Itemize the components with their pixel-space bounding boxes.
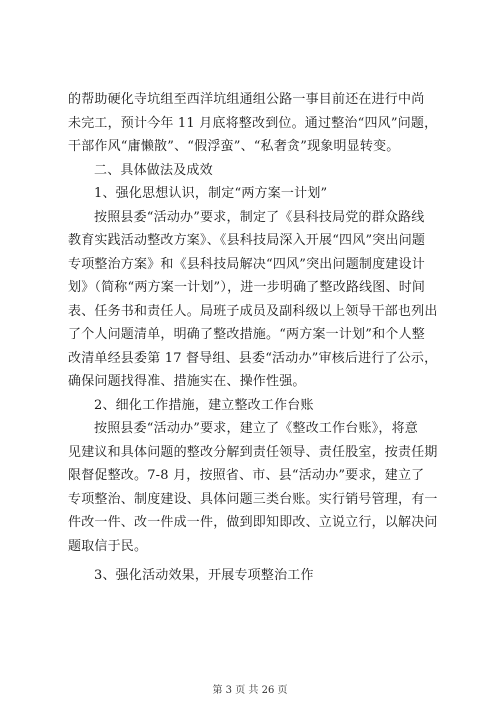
text-line: 改清单经县委第 17 督导组、县委“活动办”审核后进行了公示，	[68, 350, 438, 366]
section-heading: 二、具体做法及成效	[94, 162, 213, 178]
text-line: 按照县委“活动办”要求，制定了《县科技局党的群众路线	[94, 209, 425, 225]
text-line: 件改一件、改一件成一件，做到即知即改、立说立行，以解决问	[68, 515, 438, 530]
text-line: 未完工，预计今年 11 月底将整改到位。通过整治“四风”问题，	[68, 115, 438, 131]
text-line: 了个人问题清单，明确了整改措施。“两方案一计划”和个人整	[68, 327, 425, 342]
text-line: 专项整治方案》和《县科技局解决“四风”突出问题制度建设计	[68, 256, 425, 272]
body-text	[68, 88, 438, 588]
text-line: 教育实践活动整改方案》、《县科技局深入开展“四风”突出问题	[68, 233, 426, 248]
subsection-heading: 3、强化活动效果，开展专项整治工作	[94, 568, 314, 583]
text-line: 确保问题找得准、措施实在、操作性强。	[68, 374, 306, 389]
text-line: 限督促整改。7-8 月，按照省、市、县“活动办”要求，建立了	[68, 468, 425, 483]
subsection-heading: 1、强化思想认识，制定“两方案一计划”	[94, 186, 328, 201]
text-line: 干部作风“庸懒散”、“假浮蛮”、“私奢贪”现象明显转变。	[68, 139, 400, 154]
page-footer: 第 3 页 共 26 页	[212, 685, 288, 696]
text-line: 的帮助硬化寺坑组至西洋坑组通组公路一事目前还在进行中尚	[68, 92, 425, 107]
text-line: 按照县委“活动办”要求，建立了《整改工作台账》，将意	[94, 421, 418, 436]
subsection-heading: 2、细化工作措施，建立整改工作台账	[94, 397, 314, 413]
text-line: 见建议和具体问题的整改分解到责任领导、责任股室，按责任期	[68, 444, 438, 460]
text-line: 专项整治、制度建设、具体问题三类台账。实行销号管理，有一	[68, 491, 438, 507]
text-line: 表、任务书和责任人。局班子成员及副科级以上领导干部也列出	[68, 303, 438, 319]
text-line: 划》（简称“两方案一计划”），进一步明确了整改路线图、时间	[68, 280, 426, 295]
text-line: 题取信于民。	[68, 538, 148, 554]
